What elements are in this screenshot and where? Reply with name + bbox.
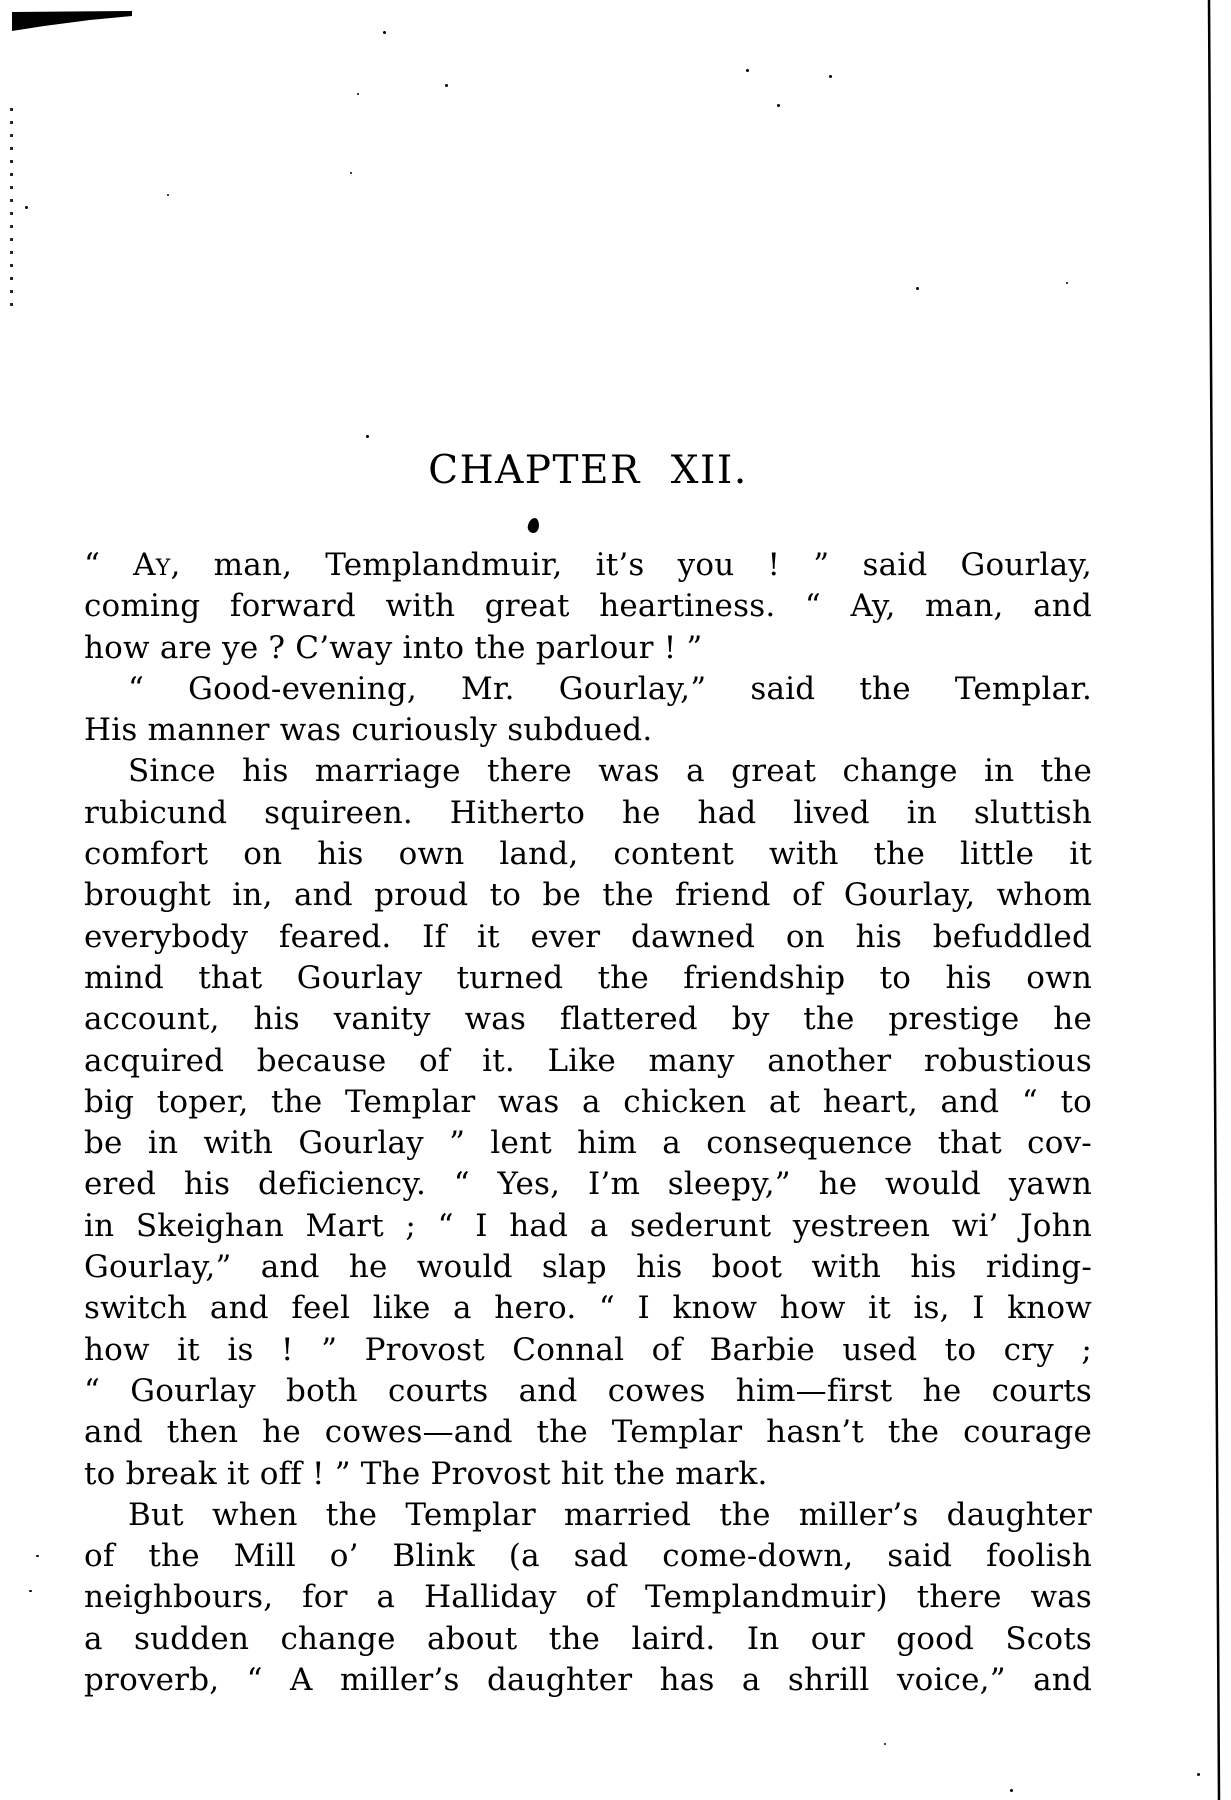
chapter-heading: CHAPTER XII. [428, 448, 748, 493]
body-text [84, 545, 1092, 1701]
text-line: how it is ! ” Provost Connal of Barbie used to cry ; [84, 1331, 1092, 1368]
text-line: big toper, the Templar was a chicken at heart, and “ to [84, 1083, 1092, 1120]
scan-speck [445, 84, 448, 87]
text-line: mind that Gourlay turned the friendship to his own [84, 959, 1092, 996]
text-line: comfort on his own land, content with the little it [84, 836, 1092, 873]
text-line: account, his vanity was flattered by the prestige he [84, 1001, 1092, 1038]
scan-speck [29, 1590, 32, 1592]
text-line [84, 545, 1092, 586]
scan-speck-column [10, 108, 13, 308]
ink-blot-ornament [527, 517, 540, 534]
page-edge-line [1209, 0, 1219, 1800]
text-line: everybody feared. If it ever dawned on his befuddled [84, 918, 1092, 955]
text-line: Gourlay,” and he would slap his boot with his riding- [84, 1249, 1092, 1286]
scan-speck [746, 69, 749, 72]
text-line-rest: man, Templandmuir, it’s you ! ” said Gourlay, [180, 547, 1092, 583]
scan-speck [1010, 1789, 1013, 1792]
text-line: how are ye ? C’way into the parlour ! ” [84, 629, 703, 666]
text-line: rubicund squireen. Hitherto he had lived in sluttish [84, 794, 1092, 831]
text-line: of the Mill o’ Blink (a sad come-down, said foolish [84, 1538, 1092, 1575]
text-line: neighbours, for a Halliday of Templandmuir) there was [84, 1579, 1092, 1616]
open-quote: “ [84, 547, 134, 583]
text-line: a sudden change about the laird. In our good Scots [84, 1620, 1092, 1657]
text-line: to break it off ! ” The Provost hit the mark. [84, 1455, 768, 1492]
text-line: brought in, and proud to be the friend of Gourlay, whom [84, 877, 1092, 914]
scan-speck [829, 75, 832, 78]
scan-speck [167, 194, 169, 196]
text-line: and then he cowes—and the Templar hasn’t the courage [84, 1414, 1092, 1451]
text-line: switch and feel like a hero. “ I know how it is, I know [84, 1290, 1092, 1327]
scan-speck [884, 1743, 886, 1745]
scan-speck [916, 287, 919, 290]
text-line: His manner was curiously subdued. [84, 712, 653, 749]
text-line: acquired because of it. Like many another robustious [84, 1042, 1092, 1079]
text-line: ered his deficiency. “ Yes, I’m sleepy,” he would yawn [84, 1166, 1092, 1203]
scan-speck [777, 104, 780, 107]
smallcaps-lead-word: Ay, [133, 547, 181, 583]
scan-speck [357, 93, 359, 95]
scan-speck [1066, 282, 1068, 284]
scan-speck [25, 206, 28, 209]
scan-speck [383, 31, 386, 34]
scan-speck [366, 435, 369, 438]
scan-artifact-wedge [12, 11, 132, 31]
text-line: “ Good-evening, Mr. Gourlay,” said the Templar. [128, 670, 1092, 707]
text-line: “ Gourlay both courts and cowes him—first he courts [84, 1372, 1092, 1409]
text-line: But when the Templar married the miller’s daughter [128, 1496, 1092, 1533]
text-line: coming forward with great heartiness. “ Ay, man, and [84, 588, 1092, 625]
scan-speck [1197, 1773, 1200, 1776]
scan-speck [36, 1555, 39, 1557]
text-line: in Skeighan Mart ; “ I had a sederunt yestreen wi’ John [84, 1207, 1092, 1244]
text-line: be in with Gourlay ” lent him a consequence that cov- [84, 1125, 1092, 1162]
scan-speck [350, 172, 352, 174]
text-line: Since his marriage there was a great change in the [128, 753, 1092, 790]
text-line: proverb, “ A miller’s daughter has a shrill voice,” and [84, 1662, 1092, 1699]
